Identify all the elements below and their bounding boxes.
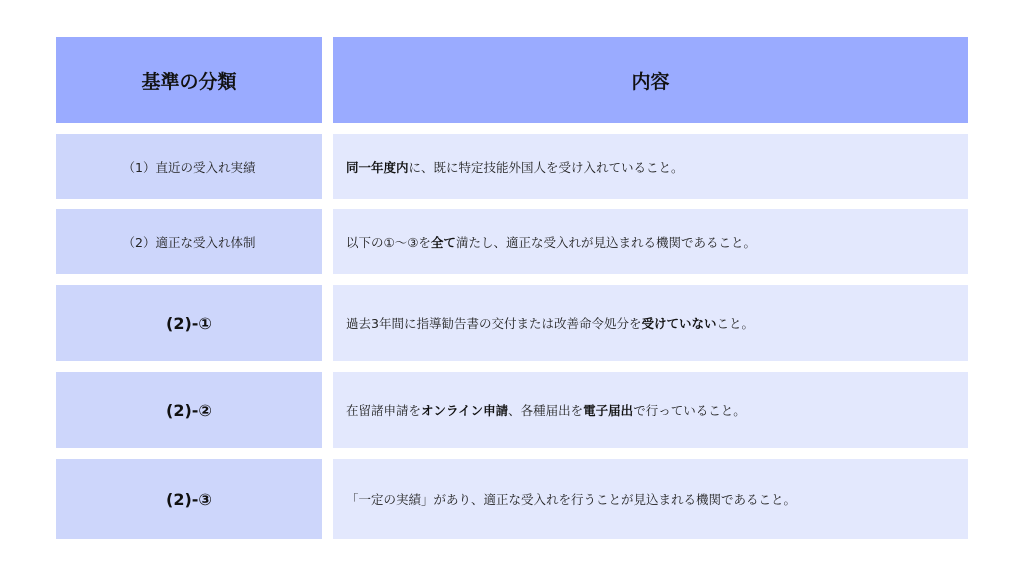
row-3-content: [333, 285, 968, 361]
row-3-category: (2)-①: [56, 285, 322, 361]
row-5-seg-1: 「一定の実績」があり、適正な受入れを行うことが見込まれる機関であること。: [346, 492, 797, 507]
header-content: 内容: [333, 37, 968, 123]
row-4-seg-4: 電子届出: [583, 403, 634, 418]
row-5-category: (2)-③: [56, 459, 322, 539]
row-4-content: [333, 372, 968, 448]
row-2-category: （2）適正な受入れ体制: [56, 209, 322, 274]
row-4-seg-2: オンライン申請: [421, 403, 509, 418]
row-1-seg-2: に、既に特定技能外国人を受け入れていること。: [408, 159, 684, 175]
row-2-seg-2: 全て: [430, 234, 456, 250]
row-4-seg-5: で行っていること。: [633, 403, 746, 418]
row-1-content: [333, 134, 968, 199]
row-4-category: (2)-②: [56, 372, 322, 448]
row-3-seg-2: 受けていない: [641, 316, 717, 331]
row-2-seg-1: 以下の①〜③を: [346, 234, 431, 250]
row-2-seg-3: 満たし、適正な受入れが見込まれる機関であること。: [455, 234, 756, 250]
row-4-seg-1: 在留諸申請を: [346, 403, 422, 418]
row-4-seg-3: 、各種届出を: [508, 403, 584, 418]
row-1-seg-1: 同一年度内: [346, 159, 409, 175]
row-3-seg-3: こと。: [716, 316, 754, 331]
row-1-category: （1）直近の受入れ実績: [56, 134, 322, 199]
row-3-seg-1: 過去3年間に指導勧告書の交付または改善命令処分を: [346, 316, 642, 331]
row-5-content: [333, 459, 968, 539]
header-category: 基準の分類: [56, 37, 322, 123]
row-2-content: [333, 209, 968, 274]
